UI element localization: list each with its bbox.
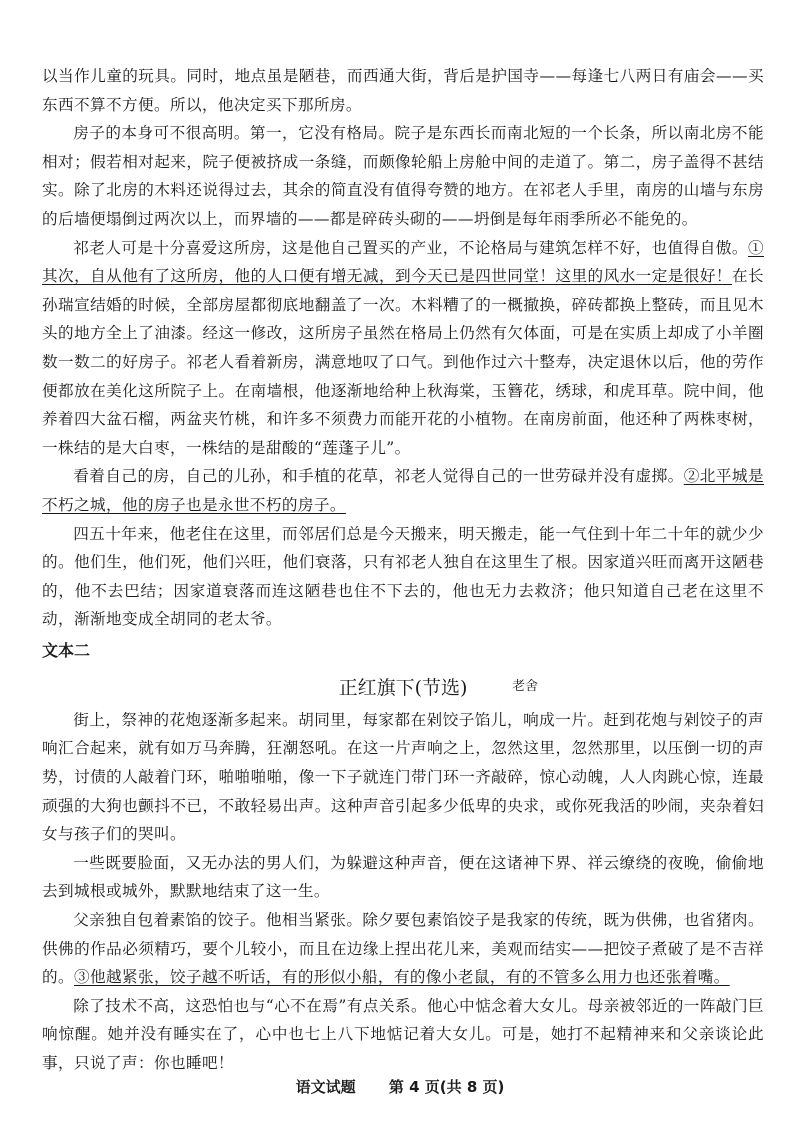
section-label-text2: 文本二 bbox=[42, 640, 91, 660]
text2-paragraph-1: 街上，祭神的花炮逐渐多起来。胡同里，每家都在剁饺子馅儿，响成一片。赶到花炮与剁饺子的声响汇合起来，就有如万马奔腾，狂潮怒吼。在这一片声响之上，忽然这里，忽然那里，以压倒一切的声势，讨债的人敲着门环，啪啪啪啪，像一下子就连门带门环一齐敲碎，惊心动魄，人人肉跳心惊，连最顽强的大狗也颤抖不已，不敢轻易出声。这种声音引起多少低卑的央求，或你死我活的吵闹，夹杂着妇女与孩子们的哭叫。 bbox=[42, 710, 764, 844]
text2-paragraph-3-lead: 父亲独自包着素馅的饺子。他相当紧张。除夕要包素馅饺子是我家的传统，既为供佛，也省猪肉。供佛的作品必须精巧，要个儿较小，而且在边缘上捏出花儿来，美观而结实——把饺子煮破了是不吉祥的。 bbox=[42, 911, 764, 987]
text2-title: 正红旗下(节选) bbox=[338, 676, 468, 699]
page-footer bbox=[0, 1076, 800, 1097]
footer-page-number: 第 4 页(共 8 页) bbox=[388, 1078, 505, 1096]
text2-author: 老舍 bbox=[512, 678, 539, 694]
text2-paragraph-4: 除了技术不高，这恐怕也与“心不在焉”有点关系。他心中惦念着大女儿。母亲被邻近的一阵敲门巨响惊醒。她并没有睡实在了，心中也七上八下地惦记着大女儿。可是，她打不起精神来和父亲谈论此事，只说了声：你也睡吧！ bbox=[42, 996, 764, 1072]
underlined-sentence-3: ③他越紧张，饺子越不听话，有的形似小船，有的像小老鼠，有的不管多么用力也还张着嘴。 bbox=[74, 968, 730, 987]
text2-title-row bbox=[42, 670, 764, 706]
underlined-sentence-1: ①其次，自从他有了这所房，他的人口便有增无减，到今天已是四世同堂！这里的风水一定是很好！ bbox=[42, 238, 764, 286]
text1-paragraph-3-lead: 祁老人可是十分喜爱这所房，这是他自己置买的产业，不论格局与建筑怎样不好，也值得自傲。 bbox=[73, 238, 748, 257]
text1-paragraph-2: 房子的本身可不很高明。第一，它没有格局。院子是东西长而南北短的一个长条，所以南北房不能相对；假若相对起来，院子便被挤成一条缝，而颇像轮船上房舱中间的走道了。第二，房子盖得不甚结实。除了北房的木料还说得过去，其余的简直没有值得夸赞的地方。在祁老人手里，南房的山墙与东房的后墙便塌倒过两次以上，而界墙的——都是碎砖头砌的——坍倒是每年雨季所必不能免的。 bbox=[42, 124, 764, 228]
text1-paragraph-3-rest: 在长孙瑞宣结婚的时候，全部房屋都彻底地翻盖了一次。木料糟了的一概撤换，碎砖都换上整砖，而且见木头的地方全上了油漆。经这一修改，这所房子虽然在格局上仍然有欠体面，可是在实质上却成了小羊圈数一数二的好房子。祁老人看着新房，满意地叹了口气。到他作过六十整寿，决定退休以后，他的劳作便都放在美化这所院子上。在南墙根，他逐渐地给种上秋海棠，玉簪花，绣球，和虎耳草。院中间，他养着四大盆石榴，两盆夹竹桃，和许多不须费力而能开花的小植物。在南房前面，他还种了两株枣树，一株结的是大白枣，一株结的是甜酸的“莲蓬子儿”。 bbox=[42, 267, 764, 457]
text2-paragraph-3 bbox=[42, 906, 764, 992]
text1-paragraph-3 bbox=[42, 234, 764, 463]
text2-paragraph-2: 一些既要脸面，又无办法的男人们，为躲避这种声音，便在这诸神下界、祥云缭绕的夜晚，偷偷地去到城根或城外，默默地结束了这一生。 bbox=[42, 853, 764, 901]
footer-subject: 语文试题 bbox=[295, 1078, 356, 1096]
exam-page bbox=[42, 62, 764, 1078]
text1-paragraph-5: 四五十年来，他老住在这里，而邻居们总是今天搬来，明天搬走，能一气住到十年二十年的就少少的。他们生，他们死，他们兴旺，他们衰落，只有祁老人独自在这里生了根。因家道兴旺而离开这陋巷的，他不去巴结；因家道衰落而连这陋巷也住不下去的，他也无力去救济；他只知道自己老在这里不动，渐渐地变成全胡同的老太爷。 bbox=[42, 524, 764, 629]
underlined-sentence-2: ②北平城是不朽之城，他的房子也是永世不朽的房子。 bbox=[42, 467, 764, 514]
text1-paragraph-1: 以当作儿童的玩具。同时，地点虽是陋巷，而西通大街，背后是护国寺——每逢七八两日有庙会——买东西不算不方便。所以，他决定买下那所房。 bbox=[42, 67, 764, 114]
text1-paragraph-4 bbox=[42, 462, 764, 519]
text1-paragraph-4-lead: 看着自己的房，自己的儿孙，和手植的花草，祁老人觉得自己的一世劳碌并没有虚掷。 bbox=[73, 467, 684, 486]
